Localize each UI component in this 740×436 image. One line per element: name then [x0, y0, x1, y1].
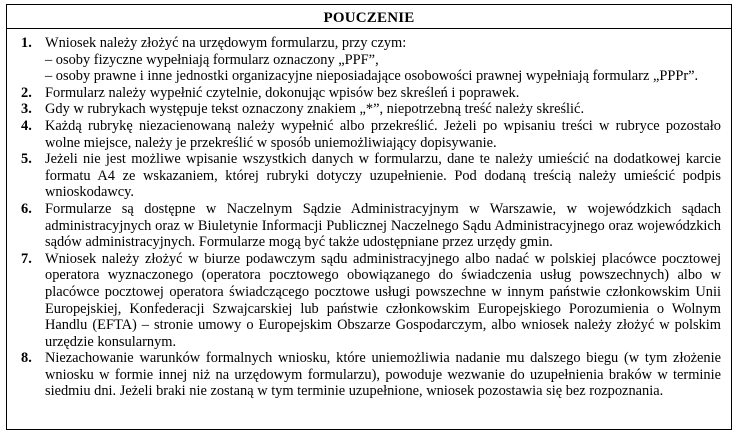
item-text: Formularz należy wypełnić czytelnie, dokonując wpisów bez skreśleń i poprawek.: [45, 84, 520, 101]
list-item-4: [15, 118, 721, 151]
list-item-3: [15, 101, 721, 118]
item-number: 2.: [21, 84, 32, 101]
instructions-list: [7, 29, 731, 400]
list-item-7: [15, 251, 721, 351]
item-text: Formularze są dostępne w Naczelnym Sądzie Administracyjnym w Warszawie, w wojewódzkich sądach administracyjnych oraz w Biuletynie Informacji Publicznej Naczelnego Sądu Administracyjnego oraz wojewódzkich sądów administracyjnych. Formularze mogą być także udostępniane przez urzędy gmin.: [45, 200, 721, 251]
item-text: Gdy w rubrykach występuje tekst oznaczony znakiem „*”, niepotrzebną treść należy skreślić.: [45, 101, 585, 118]
list-item-5: [15, 151, 721, 201]
item-number: 8.: [21, 350, 32, 367]
item-number: 3.: [21, 101, 32, 118]
list-item-8: [15, 350, 721, 400]
item-content: [39, 35, 721, 85]
item-number: 7.: [21, 250, 32, 267]
item-number: 5.: [21, 151, 32, 168]
item-number: 1.: [21, 35, 32, 51]
item-number: 6.: [21, 200, 32, 217]
sub-item-pppr: – osoby prawne i inne jednostki organizacyjne nieposiadające osobowości prawnej wypełniają formularz „PPPr”.: [45, 68, 699, 85]
item-text: Każdą rubrykę niezacienowaną należy wypełnić albo przekreślić. Jeżeli po wpisaniu treści w rubryce pozostało wolne miejsce, należy je przekreślić w sposób uniemożliwiający dopisywanie.: [45, 117, 721, 151]
title-row: [7, 5, 731, 29]
item-text: Wniosek należy złożyć na urzędowym formularzu, przy czym:: [45, 35, 407, 51]
item-text: Jeżeli nie jest możliwe wpisanie wszystkich danych w formularzu, dane te należy umieścić na dodatkowej karcie formatu A4 ze wskazaniem, której rubryki dotyczy uzupełnienie. Pod dodaną treścią należy umieścić podpis wnioskodawcy.: [45, 151, 721, 201]
list-item-1: [15, 35, 721, 85]
document-title: POUCZENIE: [323, 9, 415, 26]
instructions-box: [6, 4, 732, 430]
sub-item-ppf: – osoby fizyczne wypełniają formularz oznaczony „PPF”,: [45, 51, 379, 68]
item-number: 4.: [21, 117, 32, 134]
list-item-6: [15, 201, 721, 251]
list-item-2: [15, 85, 721, 102]
item-text: Wniosek należy złożyć w biurze podawczym sądu administracyjnego albo nadać w polskiej placówce pocztowej operatora wyznaczonego (operatora pocztowego obowiązanego do świadczenia usług powszechnych) albo w placówce pocztowej operatora świadczącego pocztowe usługi powszechne w innym państwie członkowskim Unii Europejskiej, Konfederacji Szwajcarskiej lub państwie członkowskim Europejskiego Porozumienia o Wolnym Handlu (EFTA) – stronie umowy o Europejskim Obszarze Gospodarczym, albo wniosek należy złożyć w polskim urzędzie konsularnym.: [45, 250, 721, 350]
item-text: Niezachowanie warunków formalnych wniosku, które uniemożliwia nadanie mu dalszego biegu (w tym złożenie wniosku w formie innej niż na urzędowym formularzu), powoduje wezwanie do uzupełnienia braków w terminie siedmiu dni. Jeżeli braki nie zostaną w tym terminie uzupełnione, wniosek pozostawia się bez rozpoznania.: [45, 350, 721, 400]
